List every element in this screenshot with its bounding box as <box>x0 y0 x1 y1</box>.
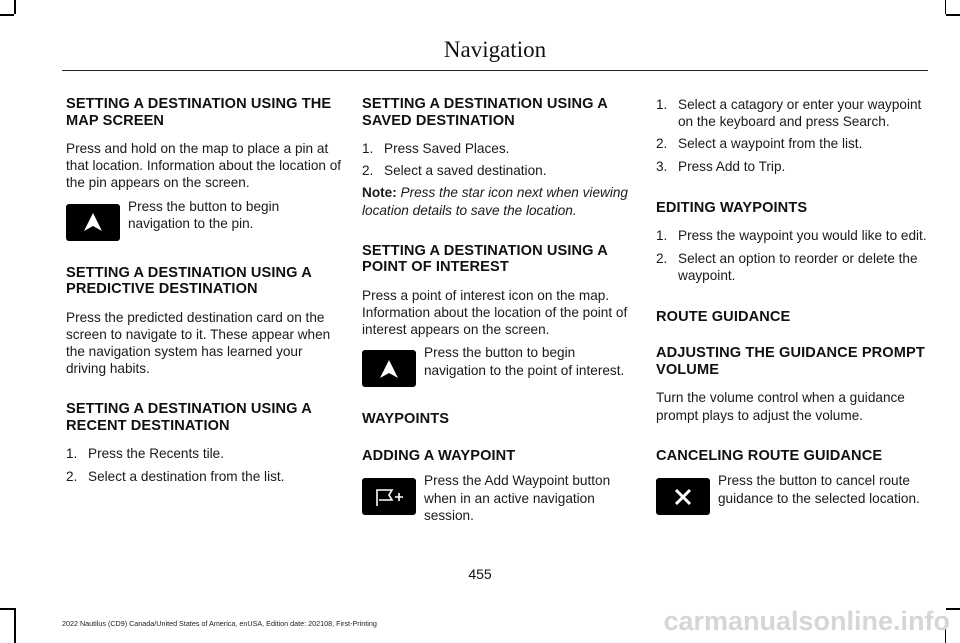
list-item: 2. Select a destination from the list. <box>66 468 285 484</box>
section-heading: CANCELING ROUTE GUIDANCE <box>656 447 883 464</box>
icon-instruction <box>656 472 932 515</box>
crop-mark <box>14 608 16 643</box>
crop-mark <box>0 608 14 610</box>
steps-list <box>656 227 932 284</box>
navigation-arrow-icon <box>362 350 416 387</box>
steps-list <box>362 140 634 179</box>
page-number: 455 <box>468 566 492 582</box>
add-waypoint-flag-icon <box>362 478 416 515</box>
page-title: Navigation <box>443 37 547 62</box>
paragraph: Turn the volume control when a guidance prompt plays to adjust the volume. <box>656 390 905 423</box>
section-heading: ADJUSTING THE GUIDANCE PROMPT VOLUME <box>656 345 925 378</box>
section-heading: SETTING A DESTINATION USING A PREDICTIVE DESTINATION <box>66 264 312 298</box>
icon-description: Press the button to begin navigation to the pin. <box>128 198 280 231</box>
crop-mark <box>0 14 14 16</box>
icon-description: Press the button to begin navigation to the point of interest. <box>424 345 625 378</box>
section-heading: SETTING A DESTINATION USING THE MAP SCREEN <box>66 96 332 129</box>
section-heading: SETTING A DESTINATION USING A RECENT DESTINATION <box>66 401 312 434</box>
section-heading: ROUTE GUIDANCE <box>656 308 791 325</box>
watermark: carmanualsonline.info <box>663 606 950 636</box>
icon-instruction <box>362 472 634 524</box>
navigation-arrow-icon <box>66 204 120 241</box>
icon-instruction <box>66 198 342 241</box>
list-item: 2. Select a saved destination. <box>362 163 547 179</box>
list-item: 1. Press Saved Places. <box>362 141 510 156</box>
list-item: 3. Press Add to Trip. <box>656 158 786 174</box>
column-3 <box>656 96 932 515</box>
list-item: 2. Select an option to reorder or delete the waypoint. <box>656 250 918 283</box>
list-item: 1. Select a catagory or enter your waypoint on the keyboard and press Search. <box>656 97 922 130</box>
crop-mark <box>946 14 960 16</box>
icon-instruction <box>362 344 634 387</box>
paragraph: Press and hold on the map to place a pin at that location. Information about the location of the pin appears on the screen. <box>66 141 342 191</box>
crop-mark <box>14 0 16 14</box>
note: Note: Press the star icon next when viewing location details to save the location. <box>362 185 628 218</box>
section-heading: SETTING A DESTINATION USING A SAVED DESTINATION <box>362 96 608 129</box>
section-heading: SETTING A DESTINATION USING A POINT OF INTEREST <box>362 242 608 276</box>
edition-info: 2022 Nautilus (CD9) Canada/United States of America, enUSA, Edition date: 202108, First-Printing <box>62 619 377 628</box>
icon-description: Press the button to cancel route guidance to the selected location. <box>718 473 920 506</box>
steps-list <box>66 445 342 484</box>
list-item: 1. Press the Recents tile. <box>66 446 224 462</box>
steps-list <box>656 96 932 175</box>
close-icon <box>656 478 710 515</box>
icon-description: Press the Add Waypoint button when in an active navigation session. <box>424 473 611 523</box>
section-heading: WAYPOINTS <box>362 411 450 428</box>
list-item: 2. Select a waypoint from the list. <box>656 136 863 152</box>
column-2 <box>362 96 634 524</box>
crop-mark <box>945 0 947 14</box>
page-header <box>62 36 928 71</box>
list-item: 1. Press the waypoint you would like to edit. <box>656 228 927 244</box>
section-heading: ADDING A WAYPOINT <box>362 447 516 464</box>
column-1 <box>66 96 342 490</box>
paragraph: Press a point of interest icon on the map. Information about the location of the point of interest appears on the screen. <box>362 287 628 338</box>
paragraph: Press the predicted destination card on the screen to navigate to it. These appear when the navigation system has learned your driving habits. <box>66 309 331 377</box>
section-heading: EDITING WAYPOINTS <box>656 199 808 216</box>
